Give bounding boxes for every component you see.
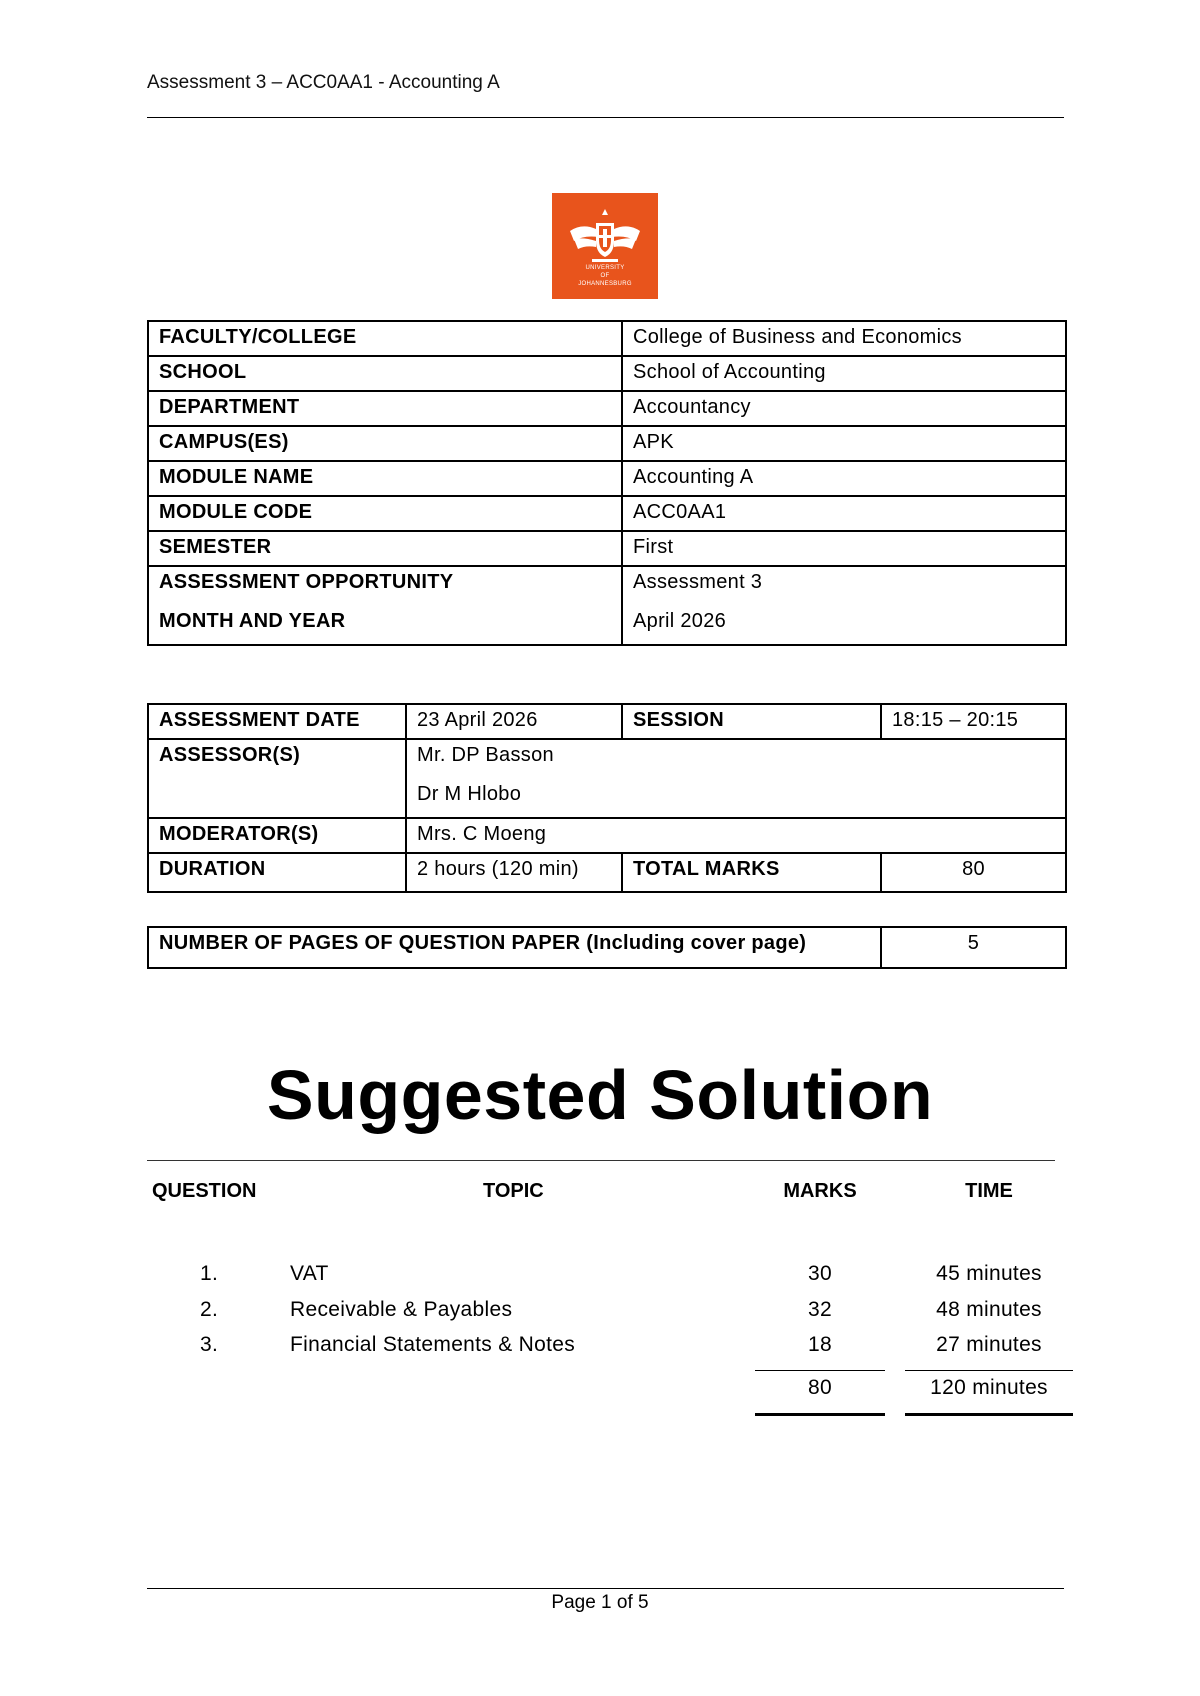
- month-year-label: MONTH AND YEAR: [159, 610, 346, 632]
- list-item: [0, 1298, 1200, 1334]
- moderators-label: MODERATOR(S): [148, 818, 406, 853]
- title-rule: [147, 1160, 1055, 1161]
- faculty-label: FACULTY/COLLEGE: [148, 321, 622, 356]
- question-time: 48 minutes: [936, 1298, 1042, 1321]
- session-label: SESSION: [622, 704, 881, 739]
- moderators-value: Mrs. C Moeng: [406, 818, 1066, 853]
- faculty-value: College of Business and Economics: [622, 321, 1066, 356]
- module-code-value: ACC0AA1: [622, 496, 1066, 531]
- table-row: [148, 321, 1066, 356]
- table-row: [148, 356, 1066, 391]
- topic-column-header: TOPIC: [483, 1180, 544, 1202]
- table-row: [148, 739, 1066, 818]
- assessment-opportunity-label: ASSESSMENT OPPORTUNITY: [159, 571, 454, 593]
- semester-label: SEMESTER: [148, 531, 622, 566]
- assessor-1: Mr. DP Basson: [417, 744, 554, 766]
- question-column-header: QUESTION: [152, 1180, 257, 1202]
- module-name-label: MODULE NAME: [148, 461, 622, 496]
- total-marks-label: TOTAL MARKS: [622, 853, 881, 892]
- assessment-opportunity-value-cell: [622, 566, 1066, 645]
- assessor-2: Dr M Hlobo: [417, 783, 522, 805]
- question-topic: VAT: [290, 1262, 329, 1285]
- total-time: 120 minutes: [930, 1376, 1048, 1399]
- question-marks: 32: [808, 1298, 832, 1321]
- totals-row: [0, 1376, 1200, 1412]
- question-number: 2.: [200, 1298, 219, 1321]
- department-value: Accountancy: [622, 391, 1066, 426]
- table-row: [148, 531, 1066, 566]
- table-row: [148, 566, 1066, 645]
- question-number: 1.: [200, 1262, 219, 1285]
- module-info-table: [147, 320, 1067, 646]
- header-rule: [147, 117, 1064, 118]
- duration-label: DURATION: [148, 853, 406, 892]
- question-time: 27 minutes: [936, 1333, 1042, 1356]
- marks-column-header: MARKS: [783, 1180, 857, 1202]
- table-row: [148, 927, 1066, 968]
- table-row: [148, 391, 1066, 426]
- footer-rule: [147, 1588, 1064, 1589]
- question-marks: 18: [808, 1333, 832, 1356]
- month-year-value: April 2026: [633, 610, 727, 632]
- table-row: [148, 461, 1066, 496]
- list-item: [0, 1262, 1200, 1298]
- pages-table: [147, 926, 1067, 969]
- module-code-label: MODULE CODE: [148, 496, 622, 531]
- question-time: 45 minutes: [936, 1262, 1042, 1285]
- campus-label: CAMPUS(ES): [148, 426, 622, 461]
- table-row: [148, 704, 1066, 739]
- logo-text-2: OF: [600, 273, 610, 279]
- campus-value: APK: [622, 426, 1066, 461]
- total-marks: 80: [808, 1376, 832, 1399]
- assessment-opportunity-cell: [148, 566, 622, 645]
- assessors-label: ASSESSOR(S): [148, 739, 406, 818]
- table-row: [148, 853, 1066, 892]
- page-title: Suggested Solution: [266, 1056, 934, 1134]
- assessment-date-value: 23 April 2026: [406, 704, 622, 739]
- total-marks-value: 80: [881, 853, 1066, 892]
- time-column-header: TIME: [965, 1180, 1013, 1202]
- assessors-cell: [406, 739, 1066, 818]
- assessment-opportunity-value: Assessment 3: [633, 571, 763, 593]
- time-total-rule: [905, 1413, 1073, 1416]
- table-row: [148, 496, 1066, 531]
- duration-value: 2 hours (120 min): [406, 853, 622, 892]
- question-topic: Receivable & Payables: [290, 1298, 513, 1321]
- marks-subtotal-rule: [755, 1370, 885, 1371]
- module-name-value: Accounting A: [622, 461, 1066, 496]
- page-number: Page 1 of 5: [551, 1592, 649, 1613]
- school-value: School of Accounting: [622, 356, 1066, 391]
- university-logo: [552, 193, 658, 299]
- question-number: 3.: [200, 1333, 219, 1356]
- pages-value: 5: [881, 927, 1066, 968]
- session-value: 18:15 – 20:15: [881, 704, 1066, 739]
- semester-value: First: [622, 531, 1066, 566]
- assessment-details-table: [147, 703, 1067, 893]
- pages-label: NUMBER OF PAGES OF QUESTION PAPER (Including cover page): [148, 927, 881, 968]
- department-label: DEPARTMENT: [148, 391, 622, 426]
- running-header: Assessment 3 – ACC0AA1 - Accounting A: [147, 72, 500, 93]
- table-row: [148, 818, 1066, 853]
- question-marks: 30: [808, 1262, 832, 1285]
- marks-total-rule: [755, 1413, 885, 1416]
- school-label: SCHOOL: [148, 356, 622, 391]
- list-item: [0, 1333, 1200, 1369]
- logo-text-3: JOHANNESBURG: [578, 281, 632, 287]
- question-topic: Financial Statements & Notes: [290, 1333, 576, 1356]
- logo-text-1: UNIVERSITY: [585, 265, 625, 271]
- time-subtotal-rule: [905, 1370, 1073, 1371]
- table-row: [148, 426, 1066, 461]
- assessment-date-label: ASSESSMENT DATE: [148, 704, 406, 739]
